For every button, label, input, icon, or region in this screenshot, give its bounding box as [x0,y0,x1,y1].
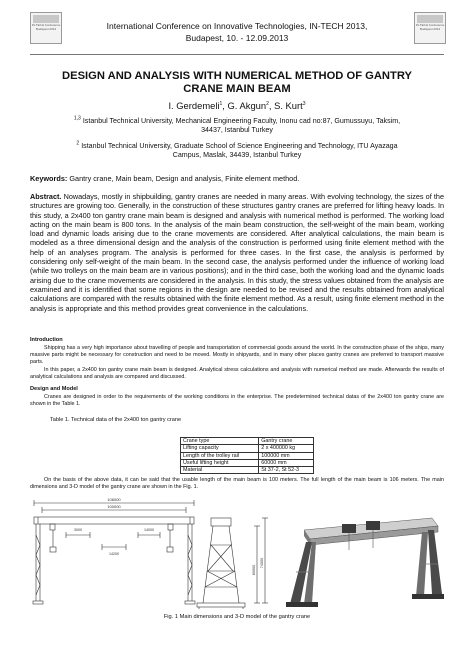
table-row: Lifting capacity 2 x 400000 kg [181,445,314,452]
affiliation-1: $^{1,3}$ Istanbul Technical University, Mechanical Engineering Faculty, Inonu cad no:87, Gumussuyu, Taksim, 34437, Istanbul Turkey [73,115,401,134]
table-row: Crane type Gantry crane [181,438,314,445]
table-row: Material St 37-2, St 52-3 [181,467,314,474]
table-caption: Table 1. Technical data of the 2x400 ton gantry crane [50,417,182,423]
dimension-label: 106000 [107,497,121,502]
keywords-label: Keywords: [30,174,68,183]
table-row: Useful lifting height 60000 mm [181,459,314,466]
section-heading-introduction: Introduction [30,337,63,343]
dimension-label: 3000 [74,528,82,532]
keywords-text: Gantry crane, Main beam, Design and analysis, Finite element method. [69,174,300,183]
dimension-label: 60000 [252,564,256,576]
figure-3d-model [282,512,447,610]
conference-logo-right: IN-TECH Conference Budapest 2013 [414,12,446,44]
dimension-label: 74000 [260,557,264,569]
conference-logo-left: IN-TECH Conference Budapest 2013 [30,12,62,44]
affiliation-mark: 2 [76,140,80,147]
table-row: Length of the trolley rail 100000 mm [181,452,314,459]
affiliation-2: $^2$ Istanbul Technical University, Graduate School of Science Engineering and Technology, ITU Ayazaga Campus, Maslak, 34439, Istanbul Turkey [76,140,398,159]
section-heading-design: Design and Model [30,386,78,392]
author-mark: 3 [302,100,306,107]
dimension-label: 14000 [144,528,154,532]
abstract [30,192,444,313]
figure-side-view-drawing [195,515,275,610]
abstract-label: Abstract. [30,192,62,201]
design-paragraph-1: Cranes are designed in order to the requirements of the working conditions in the enterprise. The predetermined technical datas of the 2x400 ton gantry crane are shown in the Table 1. [30,394,444,407]
conference-name: International Conference on Innovative Technologies, IN-TECH 2013, [106,21,368,31]
dimension-label: 14200 [109,552,119,556]
author-name: I. Gerdemeli [168,100,220,111]
paper-title-line1: DESIGN AND ANALYSIS WITH NUMERICAL METHOD OF GANTRY [62,70,412,82]
paper-title-line2: CRANE MAIN BEAM [183,83,291,95]
figure-front-view-drawing [30,495,200,610]
after-table-paragraph: On the basis of the above data, it can be said that the usable length of the main beam is 100 meters. The full length of the main beam is 106 meters. The main dimensions and 3-D model of the gantry crane are shown in the Fig. 1. [30,477,444,490]
author-name: G. Akgun [227,100,267,111]
technical-data-table [180,437,314,474]
author-mark: 2 [266,100,269,107]
introduction-paragraph-1: Shipping has a very high importance about travelling of people and transportation of commercial goods around the world. In the construction phase of the ships, many massive parts might be necessary for construction and need to be moved. Mostly in shipyards, and in many other places gantry cranes are preferred to transport massive parts. [30,345,444,365]
author-list: I. Gerdemeli$^1$, G. Akgun$^2$, S. Kurt$^3$ [168,100,306,111]
figure-caption: Fig. 1 Main dimensions and 3-D model of the gantry crane [163,614,311,620]
header-rule [30,54,444,55]
author-name: S. Kurt [274,100,303,111]
author-mark: 1 [219,100,223,107]
keywords [30,174,444,183]
affiliation-mark: 1,3 [73,115,81,122]
abstract-text: Nowadays, mostly in shipbuilding, gantry cranes are needed in many areas. With evolving technology, the sizes of the structures are growing too. Generally, in the construction of these structures gantry cranes are preferred for lifting heavy loads. In this study, a 2x400 ton gantry crane main beam is designed and analysis with numerical method is performed. The working load acting on the main beam is 800 tons. In the analysis of the main beam construction, the self-weight of the main beam, working load and dynamic loads arising due to the crane movements are considered. After analytical calculations, the main beam is modeled as a three dimensional design and the analysis of the construction is performed using finite element method with the help of an analyses program. The analysis is performed for three cases. In the first case, the analysis is performed by considering only self-weight of the main beam. In the second case, the analysis performed under the influence of working load (while two trolleys on the main beam are in various positions); and in the third case, both the working load and the dynamic loads arising due to the crane movements are considered in the analysis. In this study, the stress values obtained from the analysis are examined and it is identified that some regions in the design are needed to be revised and the results obtained from analytical calculations are compared with the results obtained with the finite element method. As a result, using finite element method in the analysis is appropriate and this method provides great convenience in the calculations. [30,192,444,313]
conference-date: Budapest, 10. - 12.09.2013 [185,33,289,43]
introduction-paragraph-2: In this paper, a 2x400 ton gantry crane main beam is designed. Analytical stress calculations and analysis with numerical method are made. Afterwards the results of analytical calculations and analysis are compared and discussed. [30,367,444,380]
dimension-label: 100000 [107,504,121,509]
